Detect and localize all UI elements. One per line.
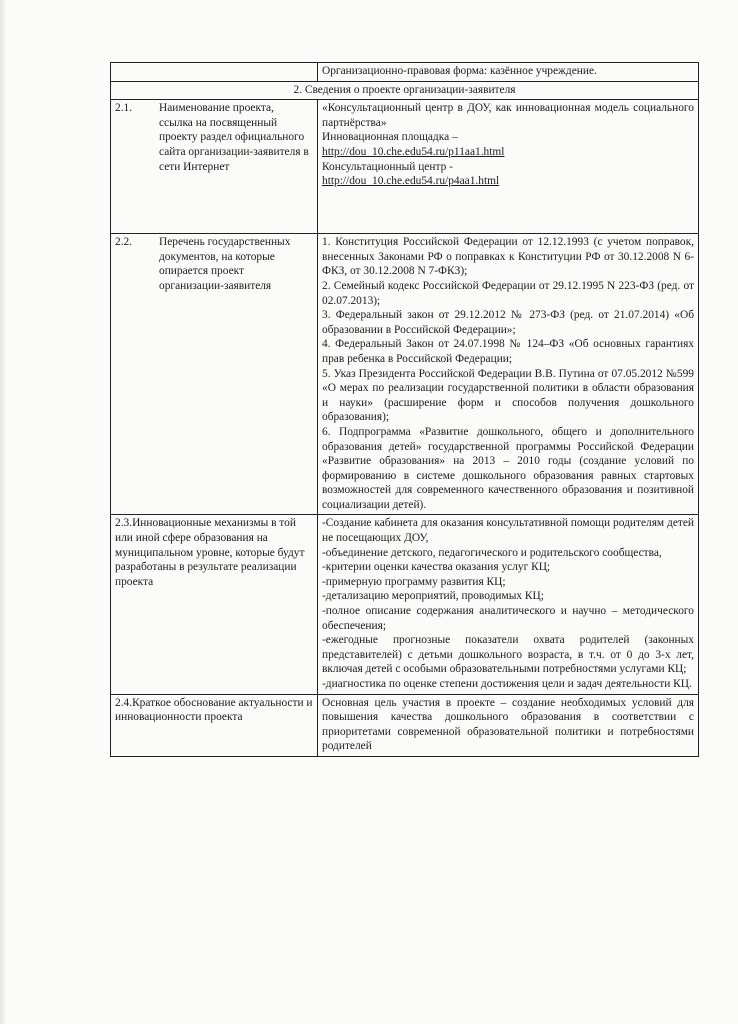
site1-label: Инновационная площадка – <box>322 131 458 144</box>
list-item: -критерии оценки качества оказания услуг КЦ; <box>322 561 551 574</box>
list-item: 6. Подпрограмма «Развитие дошкольного, общего и дополнительного образования детей» государственной программы Российской Федерации «Развитие образования» на 2013 – 2010 годы (создание условий по формированию в системе дошкольного образования равных стартовых возможностей для современного качественного образования и позитивной социализации детей). <box>322 425 694 511</box>
row-2-2-label-cell <box>111 234 318 515</box>
section-title-row <box>111 81 699 100</box>
list-item: -детализацию мероприятий, проводимых КЦ; <box>322 590 544 603</box>
table-row <box>111 100 699 234</box>
list-item: -диагностика по оценке степени достижения цели и задач деятельности КЦ. <box>322 678 692 690</box>
list-item: -полное описание содержания аналитического и научно – методического обеспечения; <box>322 605 694 632</box>
row-number: 2.1. <box>115 102 133 115</box>
list-item: -ежегодные прогнозные показатели охвата родителей (законных представителей) с детьми дошкольного возраста, в т.ч. от 0 до 3-х лет, включая детей с особыми образовательными потребностями услугами КЦ; <box>322 634 694 676</box>
row-2-1-content-cell <box>318 100 699 234</box>
project-title: «Консультационный центр в ДОУ, как инновационная модель социального партнёрства» <box>322 102 694 129</box>
project-info-table <box>110 62 699 757</box>
list-item: 1. Конституция Российской Федерации от 12.12.1993 (с учетом поправок, внесенных Законами РФ о поправках к Конституции РФ от 30.12.2008 N 6-ФКЗ, от 30.12.2008 N 7-ФКЗ); <box>322 236 694 278</box>
row-2-3-content-cell <box>318 515 699 694</box>
list-item: 4. Федеральный Закон от 24.07.1998 № 124–ФЗ «Об основных гарантиях прав ребенка в Российской Федерации; <box>322 338 694 365</box>
legal-form-cell: Организационно-правовая форма: казённое учреждение. <box>318 63 699 82</box>
site2-label: Консультационный центр - <box>322 160 453 173</box>
list-item: 5. Указ Президента Российской Федерации В.В. Путина от 07.05.2012 №599 «О мерах по реализации государственной политики в области образования и науки» (расширение форм и способов получения дошкольного образования); <box>322 367 694 424</box>
row-number: 2.2. <box>115 236 133 249</box>
row-label: Перечень государственных документов, на которые опирается проект организации-заявителя <box>159 236 291 292</box>
list-item: -примерную программу развития КЦ; <box>322 575 506 588</box>
row-2-4-label-cell: 2.4.Краткое обоснование актуальности и инновационности проекта <box>111 694 318 756</box>
legal-form-empty-cell <box>111 63 318 82</box>
list-item: -объединение детского, педагогического и родительского сообщества, <box>322 546 662 559</box>
table-row <box>111 515 699 694</box>
legal-form-row <box>111 63 699 82</box>
row-2-3-label-cell: 2.3.Инновационные механизмы в той или иной сфере образования на муниципальном уровне, которые будут разработаны в результате реализации проекта <box>111 515 318 694</box>
section-title: 2. Сведения о проекте организации-заявителя <box>111 81 699 100</box>
site1-link[interactable]: http://dou_10.che.edu54.ru/p11aa1.html <box>322 145 505 158</box>
row-2-1-label-cell <box>111 100 318 234</box>
list-item: -Создание кабинета для оказания консультативной помощи родителям детей не посещающих ДОУ, <box>322 517 694 545</box>
document-table-sheet <box>110 62 698 757</box>
table-row <box>111 694 699 756</box>
site2-link[interactable]: http://dou_10.che.edu54.ru/p4aa1.html <box>322 175 500 188</box>
list-item: 2. Семейный кодекс Российской Федерации от 29.12.1995 N 223-ФЗ (ред. от 02.07.2013); <box>322 279 694 307</box>
row-2-4-content-cell: Основная цель участия в проекте – создание необходимых условий для повышения качества дошкольного образования в соответствии с приоритетами современной образовательной политики и потребностями родителей <box>318 694 699 756</box>
row-label: Наименование проекта, ссылка на посвященный проекту раздел официального сайта организации-заявителя в сети Интернет <box>159 102 309 173</box>
scan-edge-shadow <box>0 0 7 1024</box>
row-2-2-content-cell <box>318 234 699 515</box>
table-row <box>111 234 699 515</box>
list-item: 3. Федеральный закон от 29.12.2012 № 273-ФЗ (ред. от 21.07.2014) «Об образовании в Российской Федерации»; <box>322 309 694 336</box>
